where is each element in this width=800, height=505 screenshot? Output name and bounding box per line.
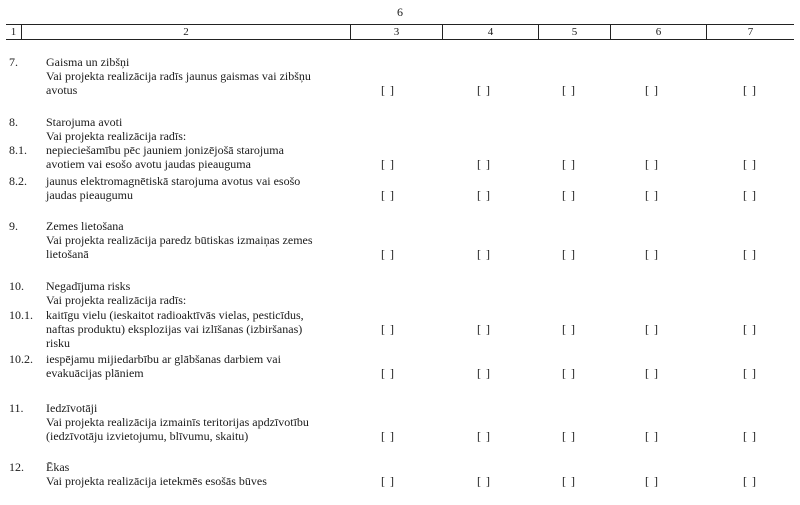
- column-header-4: 4: [442, 25, 538, 39]
- checkbox-col-4[interactable]: [ ]: [477, 366, 491, 380]
- item-text-line: lietošanā: [46, 247, 89, 261]
- item-text-line: Vai projekta realizācija radīs jaunus gaismas vai zibšņu: [46, 69, 311, 83]
- checkbox-col-4[interactable]: [ ]: [477, 247, 491, 261]
- column-header-row: [6, 24, 794, 40]
- checkbox-col-7[interactable]: [ ]: [743, 366, 757, 380]
- item-text-line: avotiem vai esošo avotu jaudas pieauguma: [46, 157, 251, 171]
- column-header-6: 6: [610, 25, 706, 39]
- checkbox-col-6[interactable]: [ ]: [645, 188, 659, 202]
- checkbox-col-6[interactable]: [ ]: [645, 83, 659, 97]
- page-number: 6: [397, 5, 403, 19]
- checkbox-col-5[interactable]: [ ]: [562, 247, 576, 261]
- column-header-2: 2: [21, 25, 350, 39]
- checkbox-col-7[interactable]: [ ]: [743, 322, 757, 336]
- item-number: 8.1.: [9, 143, 27, 157]
- checkbox-col-7[interactable]: [ ]: [743, 188, 757, 202]
- item-number: 7.: [9, 55, 18, 69]
- checkbox-col-7[interactable]: [ ]: [743, 157, 757, 171]
- checkbox-col-4[interactable]: [ ]: [477, 322, 491, 336]
- checkbox-col-6[interactable]: [ ]: [645, 322, 659, 336]
- checkbox-col-5[interactable]: [ ]: [562, 366, 576, 380]
- checkbox-col-3[interactable]: [ ]: [381, 322, 395, 336]
- item-text-line: jaudas pieaugumu: [46, 188, 133, 202]
- column-header-1: 1: [10, 26, 17, 38]
- checkbox-col-7[interactable]: [ ]: [743, 83, 757, 97]
- checkbox-col-3[interactable]: [ ]: [381, 366, 395, 380]
- checkbox-col-6[interactable]: [ ]: [645, 474, 659, 488]
- checkbox-col-4[interactable]: [ ]: [477, 429, 491, 443]
- checkbox-col-5[interactable]: [ ]: [562, 157, 576, 171]
- item-text-line: Vai projekta realizācija radīs:: [46, 293, 187, 307]
- item-heading: Negadījuma risks: [46, 279, 131, 293]
- checkbox-col-7[interactable]: [ ]: [743, 247, 757, 261]
- checkbox-col-3[interactable]: [ ]: [381, 474, 395, 488]
- item-text-line: evakuācijas plāniem: [46, 366, 144, 380]
- item-number: 10.2.: [9, 352, 33, 366]
- item-text-line: Vai projekta realizācija izmainīs teritorijas apdzīvotību: [46, 415, 309, 429]
- checkbox-col-3[interactable]: [ ]: [381, 157, 395, 171]
- checkbox-col-6[interactable]: [ ]: [645, 429, 659, 443]
- checkbox-col-6[interactable]: [ ]: [645, 247, 659, 261]
- column-header-7: 7: [706, 25, 794, 39]
- item-number: 10.1.: [9, 308, 33, 322]
- item-heading: Ēkas: [46, 460, 70, 474]
- item-text-line: risku: [46, 336, 70, 350]
- checkbox-col-4[interactable]: [ ]: [477, 188, 491, 202]
- item-heading: Iedzīvotāji: [46, 401, 98, 415]
- checkbox-col-3[interactable]: [ ]: [381, 429, 395, 443]
- item-heading: Starojuma avoti: [46, 115, 123, 129]
- checkbox-col-3[interactable]: [ ]: [381, 188, 395, 202]
- item-text-line: Vai projekta realizācija radīs:: [46, 129, 187, 143]
- checkbox-col-5[interactable]: [ ]: [562, 429, 576, 443]
- checkbox-col-4[interactable]: [ ]: [477, 83, 491, 97]
- checkbox-col-4[interactable]: [ ]: [477, 157, 491, 171]
- checkbox-col-3[interactable]: [ ]: [381, 247, 395, 261]
- column-header-5: 5: [538, 25, 610, 39]
- checkbox-col-6[interactable]: [ ]: [645, 366, 659, 380]
- item-text-line: iespējamu mijiedarbību ar glābšanas darbiem vai: [46, 352, 281, 366]
- item-text-line: nepieciešamību pēc jauniem jonizējošā starojuma: [46, 143, 284, 157]
- item-number: 11.: [9, 401, 24, 415]
- item-text-line: avotus: [46, 83, 78, 97]
- item-text-line: (iedzīvotāju izvietojumu, blīvumu, skaitu): [46, 429, 249, 443]
- checkbox-col-7[interactable]: [ ]: [743, 429, 757, 443]
- item-text-line: jaunus elektromagnētiskā starojuma avotus vai esošo: [46, 174, 301, 188]
- item-number: 10.: [9, 279, 24, 293]
- item-heading: Zemes lietošana: [46, 219, 124, 233]
- item-text-line: Vai projekta realizācija ietekmēs esošās būves: [46, 474, 267, 488]
- checkbox-col-4[interactable]: [ ]: [477, 474, 491, 488]
- item-text-line: Vai projekta realizācija paredz būtiskas izmaiņas zemes: [46, 233, 313, 247]
- checkbox-col-5[interactable]: [ ]: [562, 83, 576, 97]
- item-number: 12.: [9, 460, 24, 474]
- item-text-line: kaitīgu vielu (ieskaitot radioaktīvās vielas, pesticīdus,: [46, 308, 304, 322]
- item-number: 8.2.: [9, 174, 27, 188]
- checkbox-col-5[interactable]: [ ]: [562, 188, 576, 202]
- checkbox-col-5[interactable]: [ ]: [562, 322, 576, 336]
- column-header-3: 3: [350, 25, 442, 39]
- item-number: 9.: [9, 219, 18, 233]
- item-number: 8.: [9, 115, 18, 129]
- item-text-line: naftas produktu) eksplozijas vai izlīšanas (izbiršanas): [46, 322, 303, 336]
- item-heading: Gaisma un zibšņi: [46, 55, 130, 69]
- checkbox-col-6[interactable]: [ ]: [645, 157, 659, 171]
- checkbox-col-7[interactable]: [ ]: [743, 474, 757, 488]
- checkbox-col-5[interactable]: [ ]: [562, 474, 576, 488]
- checkbox-col-3[interactable]: [ ]: [381, 83, 395, 97]
